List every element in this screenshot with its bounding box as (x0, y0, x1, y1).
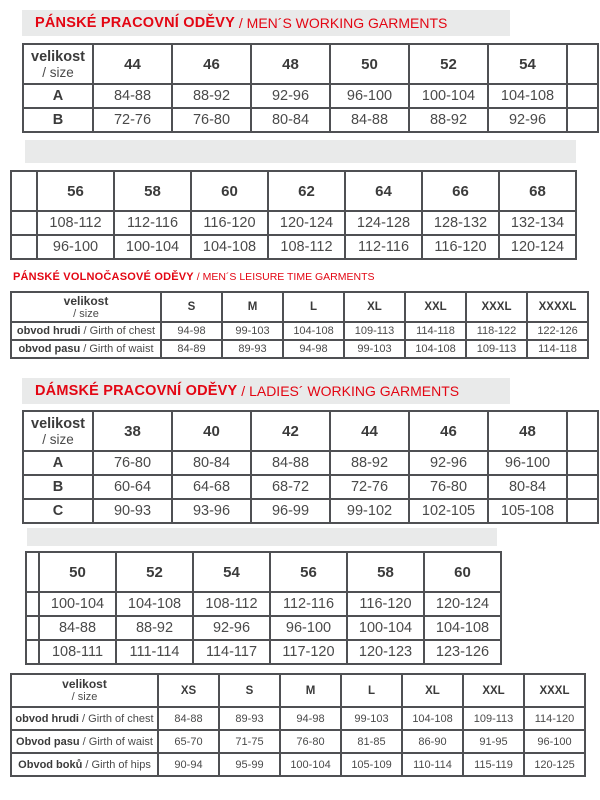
size-value-cell: 108-112 (193, 592, 270, 616)
corner-label-en: / size (42, 431, 74, 447)
size-value-cell: 100-104 (409, 84, 488, 108)
size-col-header: 58 (114, 171, 191, 211)
size-value-cell: 114-120 (524, 707, 585, 730)
size-value-cell: 112-116 (345, 235, 422, 259)
size-value-cell: 124-128 (345, 211, 422, 235)
size-value-cell: 94-98 (280, 707, 341, 730)
size-value-cell: 88-92 (330, 451, 409, 475)
size-value-cell: 92-96 (488, 108, 567, 132)
mens-working-1-table (22, 43, 599, 133)
size-col-header: 66 (422, 171, 499, 211)
size-col-header: 54 (193, 552, 270, 592)
measurement-row (23, 108, 598, 132)
section-divider-bar (27, 528, 497, 546)
size-value-cell: 111-114 (116, 640, 193, 664)
size-value-cell: 93-96 (172, 499, 251, 523)
cut-off-column-cell (26, 552, 39, 592)
size-col-header: XL (344, 292, 405, 322)
size-value-cell: 100-104 (39, 592, 116, 616)
size-value-cell: 92-96 (193, 616, 270, 640)
size-value-cell: 84-88 (93, 84, 172, 108)
size-value-cell: 94-98 (161, 322, 222, 340)
row-label-cz: obvod hrudi (15, 712, 83, 725)
size-value-cell: 92-96 (251, 84, 330, 108)
size-value-cell: 116-120 (422, 235, 499, 259)
ladies-working-2-table (25, 551, 502, 665)
size-value-cell: 99-102 (330, 499, 409, 523)
size-header-row (23, 44, 598, 84)
row-label-en: / Girth of hips (85, 758, 151, 771)
row-label-cell (11, 322, 161, 340)
size-value-cell: 86-90 (402, 730, 463, 753)
size-value-cell: 105-109 (341, 753, 402, 776)
cut-off-column-cell (26, 616, 39, 640)
mens-leisure-table (10, 291, 589, 359)
section-title-mens-working (22, 10, 510, 36)
size-value-cell: 81-85 (341, 730, 402, 753)
size-col-header: 44 (330, 411, 409, 451)
measurement-row (11, 340, 588, 358)
size-value-cell: 71-75 (219, 730, 280, 753)
size-value-cell: 114-117 (193, 640, 270, 664)
size-value-cell: 120-124 (499, 235, 576, 259)
size-value-cell: 108-112 (37, 211, 114, 235)
section-title-czech: DÁMSKÉ PRACOVNÍ ODĚVY (35, 383, 238, 399)
size-value-cell: 120-124 (424, 592, 501, 616)
size-value-cell: 116-120 (191, 211, 268, 235)
cut-off-column-cell (11, 171, 37, 211)
size-col-header: XS (158, 674, 219, 707)
size-col-header: 60 (424, 552, 501, 592)
size-col-header: 50 (330, 44, 409, 84)
size-header-row (11, 292, 588, 322)
row-label-cell: A (23, 84, 93, 108)
size-value-cell: 72-76 (93, 108, 172, 132)
cut-off-column-cell (26, 592, 39, 616)
size-value-cell: 89-93 (222, 340, 283, 358)
size-value-cell: 109-113 (466, 340, 527, 358)
size-value-cell: 123-126 (424, 640, 501, 664)
row-label-cell (11, 707, 158, 730)
measurement-row (11, 707, 585, 730)
size-value-cell: 84-88 (158, 707, 219, 730)
measurement-row (11, 211, 576, 235)
size-value-cell: 118-122 (466, 322, 527, 340)
size-col-header: L (283, 292, 344, 322)
measurement-row (11, 322, 588, 340)
row-label-cz: Obvod pasu (16, 735, 83, 748)
corner-label-cz: velikost (31, 415, 85, 432)
size-value-cell: 92-96 (409, 451, 488, 475)
size-value-cell: 96-99 (251, 499, 330, 523)
size-col-header: 56 (37, 171, 114, 211)
row-label-cz: Obvod boků (18, 758, 86, 771)
size-col-header: S (219, 674, 280, 707)
size-col-header: S (161, 292, 222, 322)
ladies-working-table-part1 (22, 410, 599, 524)
size-col-header: 40 (172, 411, 251, 451)
size-value-cell: 104-108 (405, 340, 466, 358)
row-label-cell (11, 753, 158, 776)
size-value-cell: 99-103 (344, 340, 405, 358)
size-value-cell: 109-113 (463, 707, 524, 730)
size-value-cell: 84-88 (330, 108, 409, 132)
measurement-row (26, 592, 501, 616)
size-value-cell: 88-92 (172, 84, 251, 108)
measurement-row (23, 451, 598, 475)
size-col-header: M (222, 292, 283, 322)
size-value-cell: 112-116 (114, 211, 191, 235)
size-value-cell: 96-100 (524, 730, 585, 753)
size-value-cell: 115-119 (463, 753, 524, 776)
cut-off-column-cell (11, 211, 37, 235)
section-title-english: / MEN´S LEISURE TIME GARMENTS (193, 271, 375, 283)
size-col-header: 60 (191, 171, 268, 211)
row-label-cell: B (23, 108, 93, 132)
section-title-english: / MEN´S WORKING GARMENTS (235, 15, 448, 31)
size-col-header: 44 (93, 44, 172, 84)
size-value-cell: 68-72 (251, 475, 330, 499)
size-value-cell: 108-111 (39, 640, 116, 664)
corner-label-en: / size (42, 64, 74, 80)
mens-leisure-table (10, 291, 589, 359)
size-value-cell: 100-104 (280, 753, 341, 776)
size-col-header: 54 (488, 44, 567, 84)
cut-off-column-cell (567, 84, 598, 108)
size-header-row (11, 171, 576, 211)
size-col-header: 38 (93, 411, 172, 451)
size-col-header: XXL (463, 674, 524, 707)
row-label-en: / Girth of chest (83, 325, 156, 337)
size-corner-label (11, 674, 158, 707)
size-col-header: XXL (405, 292, 466, 322)
size-col-header: XXXL (466, 292, 527, 322)
section-title-ladies-working (22, 378, 510, 404)
size-col-header: XXXL (524, 674, 585, 707)
size-value-cell: 120-124 (268, 211, 345, 235)
size-col-header: 58 (347, 552, 424, 592)
size-value-cell: 117-120 (270, 640, 347, 664)
row-label-cz: obvod pasu (18, 343, 84, 355)
measurement-row (23, 499, 598, 523)
cut-off-column-cell (11, 235, 37, 259)
size-value-cell: 64-68 (172, 475, 251, 499)
size-col-header: XL (402, 674, 463, 707)
measurement-row (11, 730, 585, 753)
size-col-header: 48 (488, 411, 567, 451)
size-col-header: L (341, 674, 402, 707)
size-header-row (26, 552, 501, 592)
size-value-cell: 89-93 (219, 707, 280, 730)
size-value-cell: 65-70 (158, 730, 219, 753)
size-header-row (11, 674, 585, 707)
section-title-czech: PÁNSKÉ PRACOVNÍ ODĚVY (35, 15, 235, 31)
row-label-en: / Girth of chest (82, 712, 154, 725)
row-label-cell: C (23, 499, 93, 523)
size-value-cell: 60-64 (93, 475, 172, 499)
size-value-cell: 112-116 (270, 592, 347, 616)
size-value-cell: 105-108 (488, 499, 567, 523)
size-value-cell: 114-118 (527, 340, 588, 358)
size-value-cell: 109-113 (344, 322, 405, 340)
measurement-row (23, 84, 598, 108)
size-value-cell: 96-100 (330, 84, 409, 108)
size-value-cell: 100-104 (114, 235, 191, 259)
cut-off-column-cell (567, 44, 598, 84)
size-col-header: M (280, 674, 341, 707)
cut-off-column-cell (567, 108, 598, 132)
size-col-header: 52 (116, 552, 193, 592)
size-value-cell: 120-125 (524, 753, 585, 776)
size-col-header: 46 (409, 411, 488, 451)
size-corner-label (23, 411, 93, 451)
size-value-cell: 132-134 (499, 211, 576, 235)
size-value-cell: 108-112 (268, 235, 345, 259)
corner-label-en: / size (73, 307, 99, 320)
measurement-row (11, 753, 585, 776)
size-value-cell: 84-88 (39, 616, 116, 640)
cut-off-column-cell (567, 451, 598, 475)
size-value-cell: 80-84 (172, 451, 251, 475)
cut-off-column-cell (567, 475, 598, 499)
cut-off-column-cell (26, 640, 39, 664)
row-label-cell (11, 730, 158, 753)
row-label-cell: B (23, 475, 93, 499)
size-value-cell: 76-80 (172, 108, 251, 132)
size-value-cell: 104-108 (283, 322, 344, 340)
size-value-cell: 84-88 (251, 451, 330, 475)
ladies-working-table-part2 (25, 551, 502, 665)
size-value-cell: 76-80 (280, 730, 341, 753)
ladies-sizes-table (10, 673, 586, 777)
size-col-header: 50 (39, 552, 116, 592)
size-header-row (23, 411, 598, 451)
row-label-cell: A (23, 451, 93, 475)
section-title-mens-leisure (13, 271, 375, 283)
corner-label-cz: velikost (31, 48, 85, 65)
size-value-cell: 88-92 (116, 616, 193, 640)
section-title-english: / LADIES´ WORKING GARMENTS (237, 383, 460, 399)
mens-working-table-part1 (22, 43, 599, 133)
size-value-cell: 76-80 (93, 451, 172, 475)
size-value-cell: 104-108 (424, 616, 501, 640)
size-value-cell: 116-120 (347, 592, 424, 616)
size-value-cell: 102-105 (409, 499, 488, 523)
ladies-sizes-table (10, 673, 586, 777)
section-divider-bar (25, 140, 576, 163)
size-value-cell: 128-132 (422, 211, 499, 235)
size-value-cell: 84-89 (161, 340, 222, 358)
size-col-header: 64 (345, 171, 422, 211)
size-value-cell: 88-92 (409, 108, 488, 132)
size-value-cell: 110-114 (402, 753, 463, 776)
size-value-cell: 104-108 (116, 592, 193, 616)
size-value-cell: 96-100 (488, 451, 567, 475)
cut-off-column-cell (567, 499, 598, 523)
size-value-cell: 80-84 (251, 108, 330, 132)
mens-working-table-part2 (10, 170, 577, 260)
size-value-cell: 90-93 (93, 499, 172, 523)
row-label-cell (11, 340, 161, 358)
row-label-en: / Girth of waist (83, 343, 154, 355)
size-value-cell: 122-126 (527, 322, 588, 340)
size-value-cell: 80-84 (488, 475, 567, 499)
size-value-cell: 104-108 (488, 84, 567, 108)
mens-working-2-table (10, 170, 577, 260)
corner-label-cz: velikost (63, 293, 109, 308)
size-value-cell: 114-118 (405, 322, 466, 340)
size-value-cell: 96-100 (270, 616, 347, 640)
corner-label-en: / size (71, 691, 98, 703)
size-col-header: 68 (499, 171, 576, 211)
size-value-cell: 120-123 (347, 640, 424, 664)
size-col-header: 48 (251, 44, 330, 84)
size-col-header: 62 (268, 171, 345, 211)
measurement-row (26, 640, 501, 664)
size-value-cell: 104-108 (191, 235, 268, 259)
size-value-cell: 95-99 (219, 753, 280, 776)
size-col-header: 52 (409, 44, 488, 84)
size-value-cell: 99-103 (341, 707, 402, 730)
size-col-header: 46 (172, 44, 251, 84)
size-col-header: 56 (270, 552, 347, 592)
size-col-header: 42 (251, 411, 330, 451)
size-value-cell: 99-103 (222, 322, 283, 340)
ladies-working-1-table (22, 410, 599, 524)
size-corner-label (23, 44, 93, 84)
measurement-row (23, 475, 598, 499)
size-value-cell: 96-100 (37, 235, 114, 259)
cut-off-column-cell (567, 411, 598, 451)
row-label-en: / Girth of waist (82, 735, 153, 748)
size-value-cell: 104-108 (402, 707, 463, 730)
corner-label-cz: velikost (62, 677, 107, 691)
section-title-czech: PÁNSKÉ VOLNOČASOVÉ ODĚVY (13, 271, 194, 283)
size-value-cell: 91-95 (463, 730, 524, 753)
size-value-cell: 90-94 (158, 753, 219, 776)
size-col-header: XXXXL (527, 292, 588, 322)
size-value-cell: 76-80 (409, 475, 488, 499)
size-value-cell: 94-98 (283, 340, 344, 358)
size-value-cell: 72-76 (330, 475, 409, 499)
row-label-cz: obvod hrudi (16, 325, 84, 337)
size-corner-label (11, 292, 161, 322)
measurement-row (11, 235, 576, 259)
size-value-cell: 100-104 (347, 616, 424, 640)
measurement-row (26, 616, 501, 640)
